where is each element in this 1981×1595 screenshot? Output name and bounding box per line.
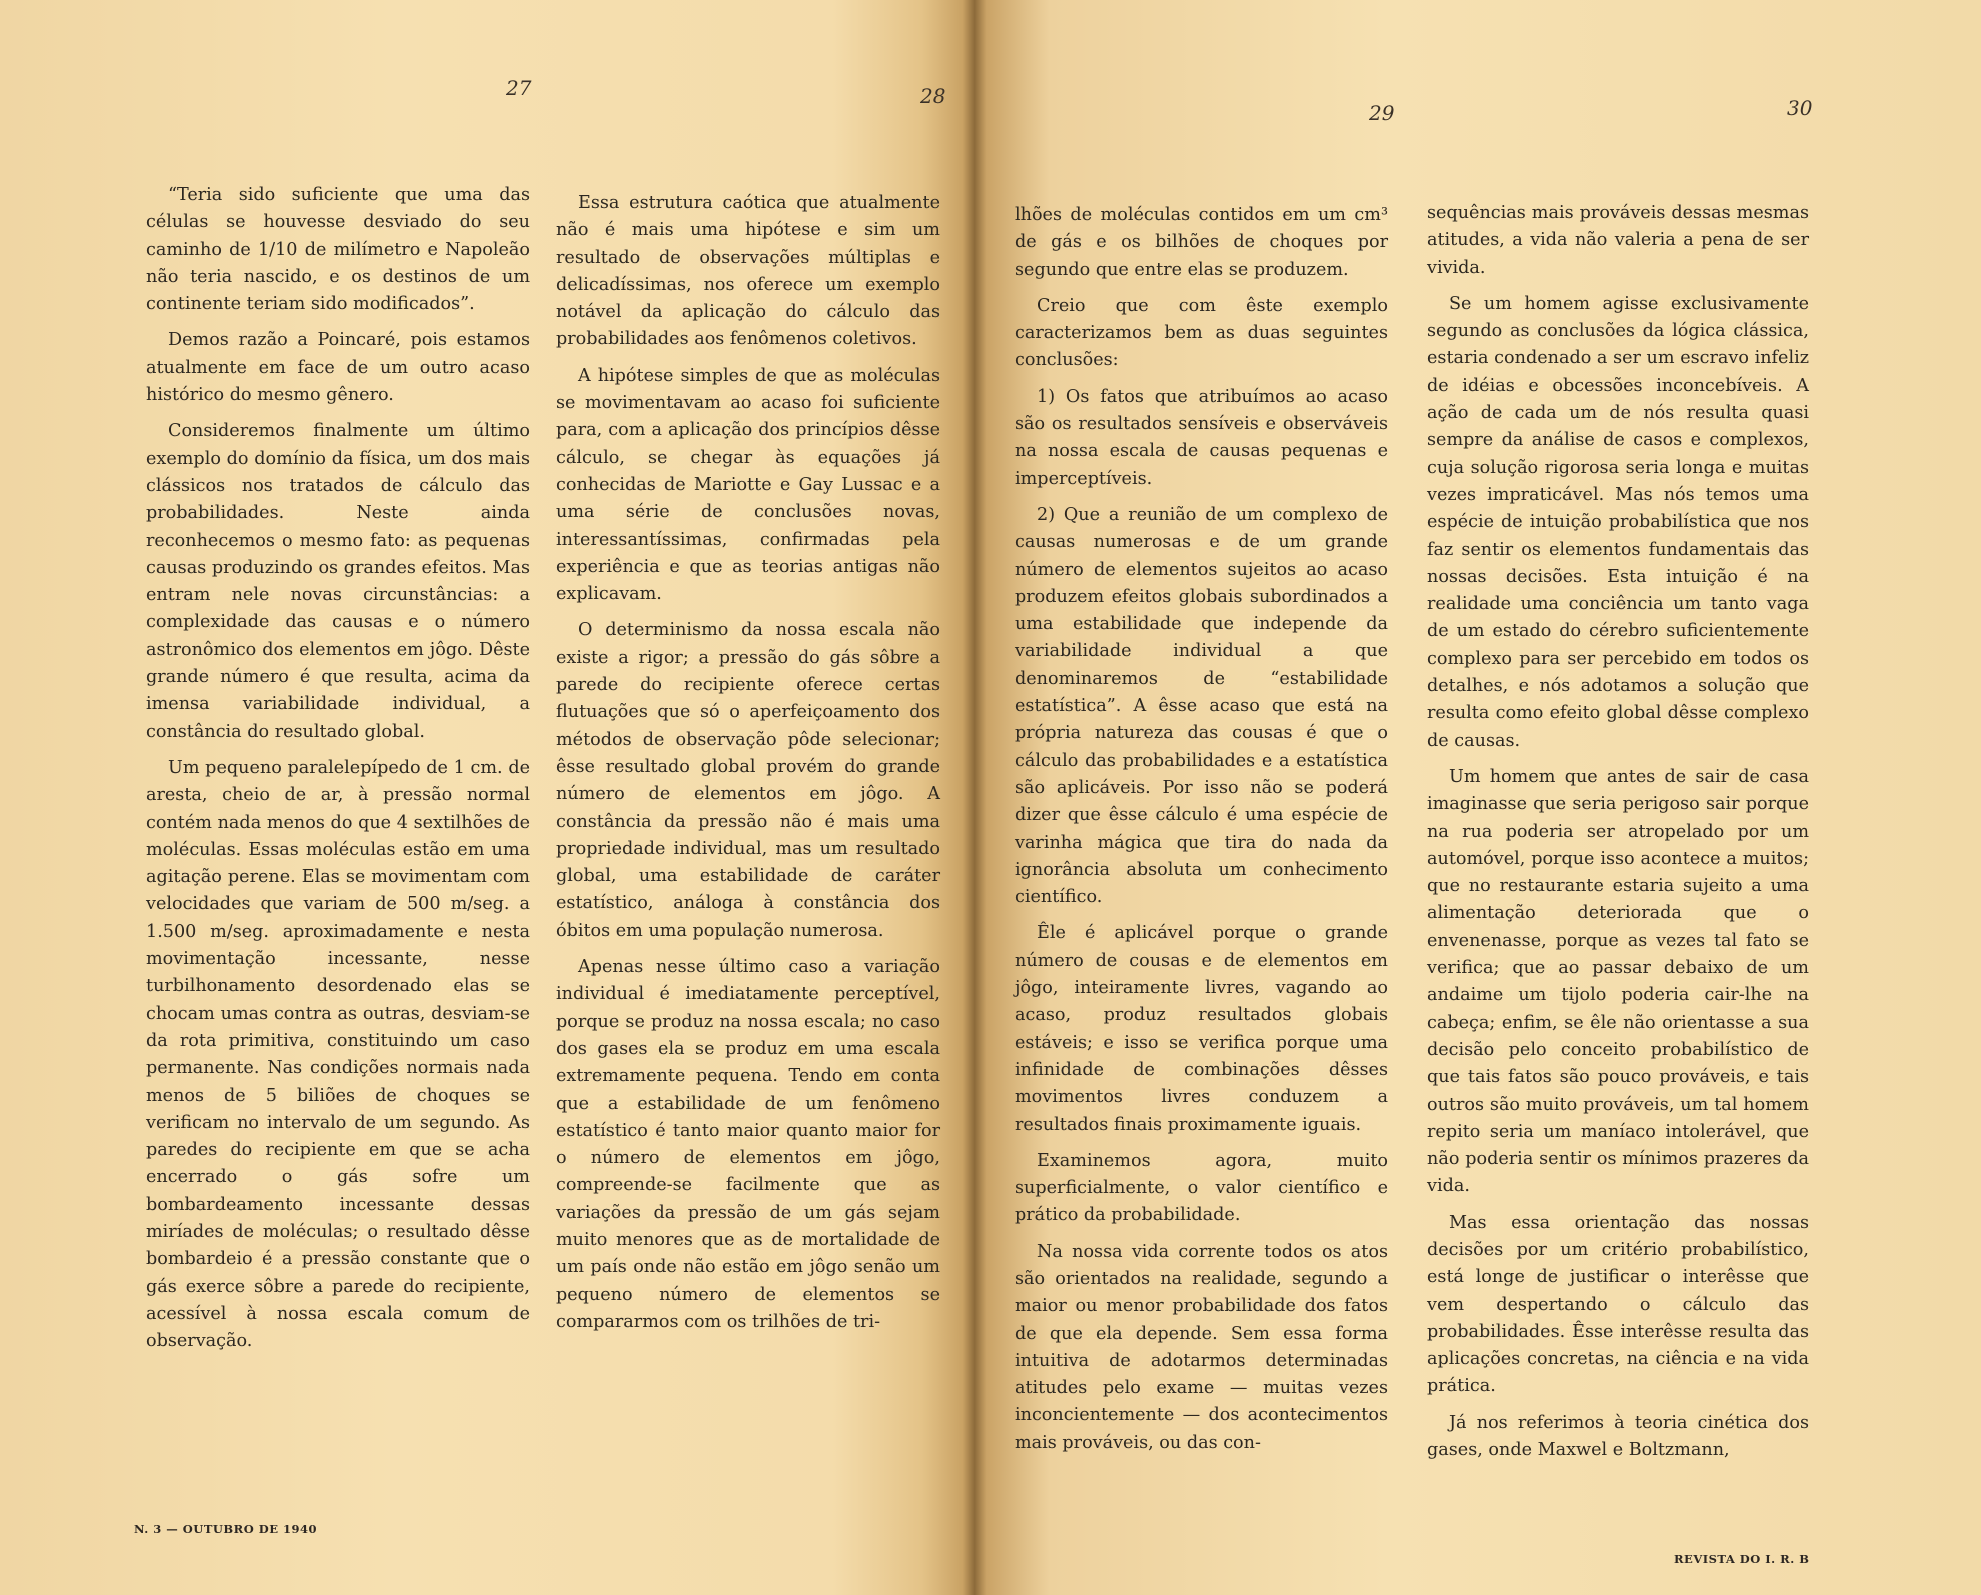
paragraph: “Teria sido suficiente que uma das células se houvesse desviado do seu caminho de 1/10 de milímetro e Napoleão não teria nascido, e os destinos de um continente teriam sido modificados”. — [146, 185, 530, 315]
paragraph: Mas essa orientação das nossas decisões por um critério probabilístico, está longe de justificar o interêsse que vem despertando o cálculo das probabilidades. Êsse interêsse resulta das aplicações concretas, na ciência e na vida prática. — [1427, 1212, 1809, 1397]
paragraph: Êle é aplicável porque o grande número de cousas e de elementos em jôgo, inteiramente livres, vagando ao acaso, produz resultados globais estáveis; e isso se verifica porque uma infinidade de combinações dêsses movimentos livres conduzem a resultados finais proximamente iguais. — [1015, 923, 1388, 1135]
paragraph: O determinismo da nossa escala não existe a rigor; a pressão do gás sôbre a parede do recipiente oferece certas flutuações que só o aperfeiçoamento dos métodos de observação pôde selecionar; êsse resultado global provém do grande número de elementos em jôgo. A constância da pressão não é mais uma propriedade individual, mas um resultado global, uma estabilidade de caráter estatístico, análoga à constância dos óbitos em uma população numerosa. — [556, 620, 940, 941]
paragraph: Essa estrutura caótica que atualmente não é mais uma hipótese e sim um resultado de observações múltiplas e delicadíssimas, nos oferece um exemplo notável da aplicação do cálculo das probabilidades aos fenômenos coletivos. — [556, 193, 940, 350]
paragraph: Se um homem agisse exclusivamente segundo as conclusões da lógica clássica, estaria condenado a ser um escravo infeliz de idéias e obcessões inconcebíveis. A ação de cada um de nós resulta quasi sempre da análise de casos e complexos, cuja solução rigorosa seria longa e muitas vezes impraticável. Mas nós temos uma espécie de intuição probabilística que nos faz sentir os elementos fundamentais das nossas decisões. Esta intuição é na realidade uma conciência um tanto vaga de um estado do cérebro suficientemente complexo para ser percebido em todos os detalhes, e nós adotamos a solução que resulta como efeito global dêsse complexo de causas. — [1427, 293, 1809, 751]
paragraph: Consideremos finalmente um último exemplo do domínio da física, um dos mais clássicos nos tratados de cálculo das probabilidades. Neste ainda reconhecemos o mesmo fato: as pequenas causas produzindo os grandes efeitos. Mas entram nele novas circunstâncias: a complexidade das causas e o número astronômico dos elementos em jôgo. Dêste grande número é que resulta, acima da imensa variabilidade individual, a constância do resultado global. — [146, 421, 530, 742]
footer-journal: REVISTA DO I. R. B — [1674, 1552, 1810, 1566]
column-page-27 — [146, 182, 530, 1364]
footer-issue: N. 3 — OUTUBRO DE 1940 — [134, 1522, 317, 1536]
paragraph: A hipótese simples de que as moléculas se movimentavam ao acaso foi suficiente para, com a aplicação dos princípios dêsse cálculo, se chegar às equações já conhecidas de Mariotte e Gay Lussac e a uma série de conclusões novas, interessantíssimas, confirmadas pela experiência e que as teorias antigas não explicavam. — [556, 365, 940, 605]
paragraph: 2) Que a reunião de um complexo de causas numerosas e de um grande número de elementos sujeitos ao acaso produzem efeitos globais subordinados a uma estabilidade que independe da variabilidade individual a que denominaremos de “estabilidade estatística”. A êsse acaso que está na própria natureza das cousas é que o cálculo das probabilidades e a estatística são aplicáveis. Por isso não se poderá dizer que êsse cálculo é uma espécie de varinha mágica que tira do nada da ignorância absoluta um conhecimento científico. — [1015, 504, 1388, 908]
paragraph: Examinemos agora, muito superficialmente, o valor científico e prático da probabilidade. — [1015, 1150, 1388, 1226]
paragraph: 1) Os fatos que atribuímos ao acaso são os resultados sensíveis e observáveis na nossa escala de causas pequenas e imperceptíveis. — [1015, 386, 1388, 489]
left-page — [0, 0, 975, 1595]
paragraph: lhões de moléculas contidos em um cm³ de gás e os bilhões de choques por segundo que entre elas se produzem. — [1015, 205, 1388, 280]
page-number-29: 29 — [1369, 101, 1395, 125]
paragraph: Na nossa vida corrente todos os atos são orientados na realidade, segundo a maior ou menor probabilidade dos fatos de que ela depende. Sem essa forma intuitiva de adotarmos determinadas atitudes pelo exame — muitas vezes inconcientemente — dos acontecimentos mais prováveis, ou das con- — [1015, 1241, 1388, 1453]
paragraph: Um homem que antes de sair de casa imaginasse que seria perigoso sair porque na rua poderia ser atropelado por um automóvel, porque isso acontece a muitos; que no restaurante estaria sujeito a uma alimentação deteriorada que o envenenasse, porque as vezes tal fato se verifica; que ao passar debaixo de um andaime um tijolo poderia cair-lhe na cabeça; enfim, se êle não orientasse a sua decisão pelo conceito probabilístico de que tais fatos são pouco prováveis, e tais outros são muito prováveis, um tal homem repito seria um maníaco intolerável, que não poderia sentir os mínimos prazeres da vida. — [1427, 766, 1809, 1197]
column-page-29 — [1015, 202, 1388, 1466]
paragraph: sequências mais prováveis dessas mesmas atitudes, a vida não valeria a pena de ser vivida. — [1427, 203, 1809, 278]
paragraph: Um pequeno paralelepípedo de 1 cm. de aresta, cheio de ar, à pressão normal contém nada menos do que 4 sextilhões de moléculas. Essas moléculas estão em uma agitação perene. Elas se movimentam com velocidades que variam de 500 m/seg. a 1.500 m/seg. aproximadamente e nesta movimentação incessante, nesse turbilhonamento desordenado elas se chocam umas contra as outras, desviam-se da rota primitiva, constituindo um caso permanente. Nas condições normais nada menos de 5 biliões de choques se verificam no intervalo de um segundo. As paredes do recipiente em que se acha encerrado o gás sofre um bombardeamento incessante dessas miríades de moléculas; o resultado dêsse bombardeio é a pressão constante que o gás exerce sôbre a parede do recipiente, acessível à nossa escala comum de observação. — [146, 757, 530, 1352]
paragraph: Apenas nesse último caso a variação individual é imediatamente perceptível, porque se produz na nossa escala; no caso dos gases ela se produz em uma escala extremamente pequena. Tendo em conta que a estabilidade de um fenômeno estatístico é tanto maior quanto maior for o número de elementos em jôgo, compreende-se facilmente que as variações da pressão de um gás sejam muito menores que as de mortalidade de um país onde não estão em jôgo senão um pequeno número de elementos se compararmos com os trilhões de tri- — [556, 957, 940, 1332]
page-number-27: 27 — [506, 76, 532, 100]
column-page-30 — [1427, 200, 1809, 1473]
page-number-30: 30 — [1787, 96, 1813, 120]
right-page — [975, 0, 1981, 1595]
paragraph: Demos razão a Poincaré, pois estamos atualmente em face de um outro acaso histórico do mesmo gênero. — [146, 330, 530, 406]
column-page-28 — [556, 190, 940, 1345]
page-number-28: 28 — [920, 84, 946, 108]
paragraph: Creio que com êste exemplo caracterizamos bem as duas seguintes conclusões: — [1015, 295, 1388, 371]
paragraph: Já nos referimos à teoria cinética dos gases, onde Maxwel e Boltzmann, — [1427, 1412, 1809, 1461]
